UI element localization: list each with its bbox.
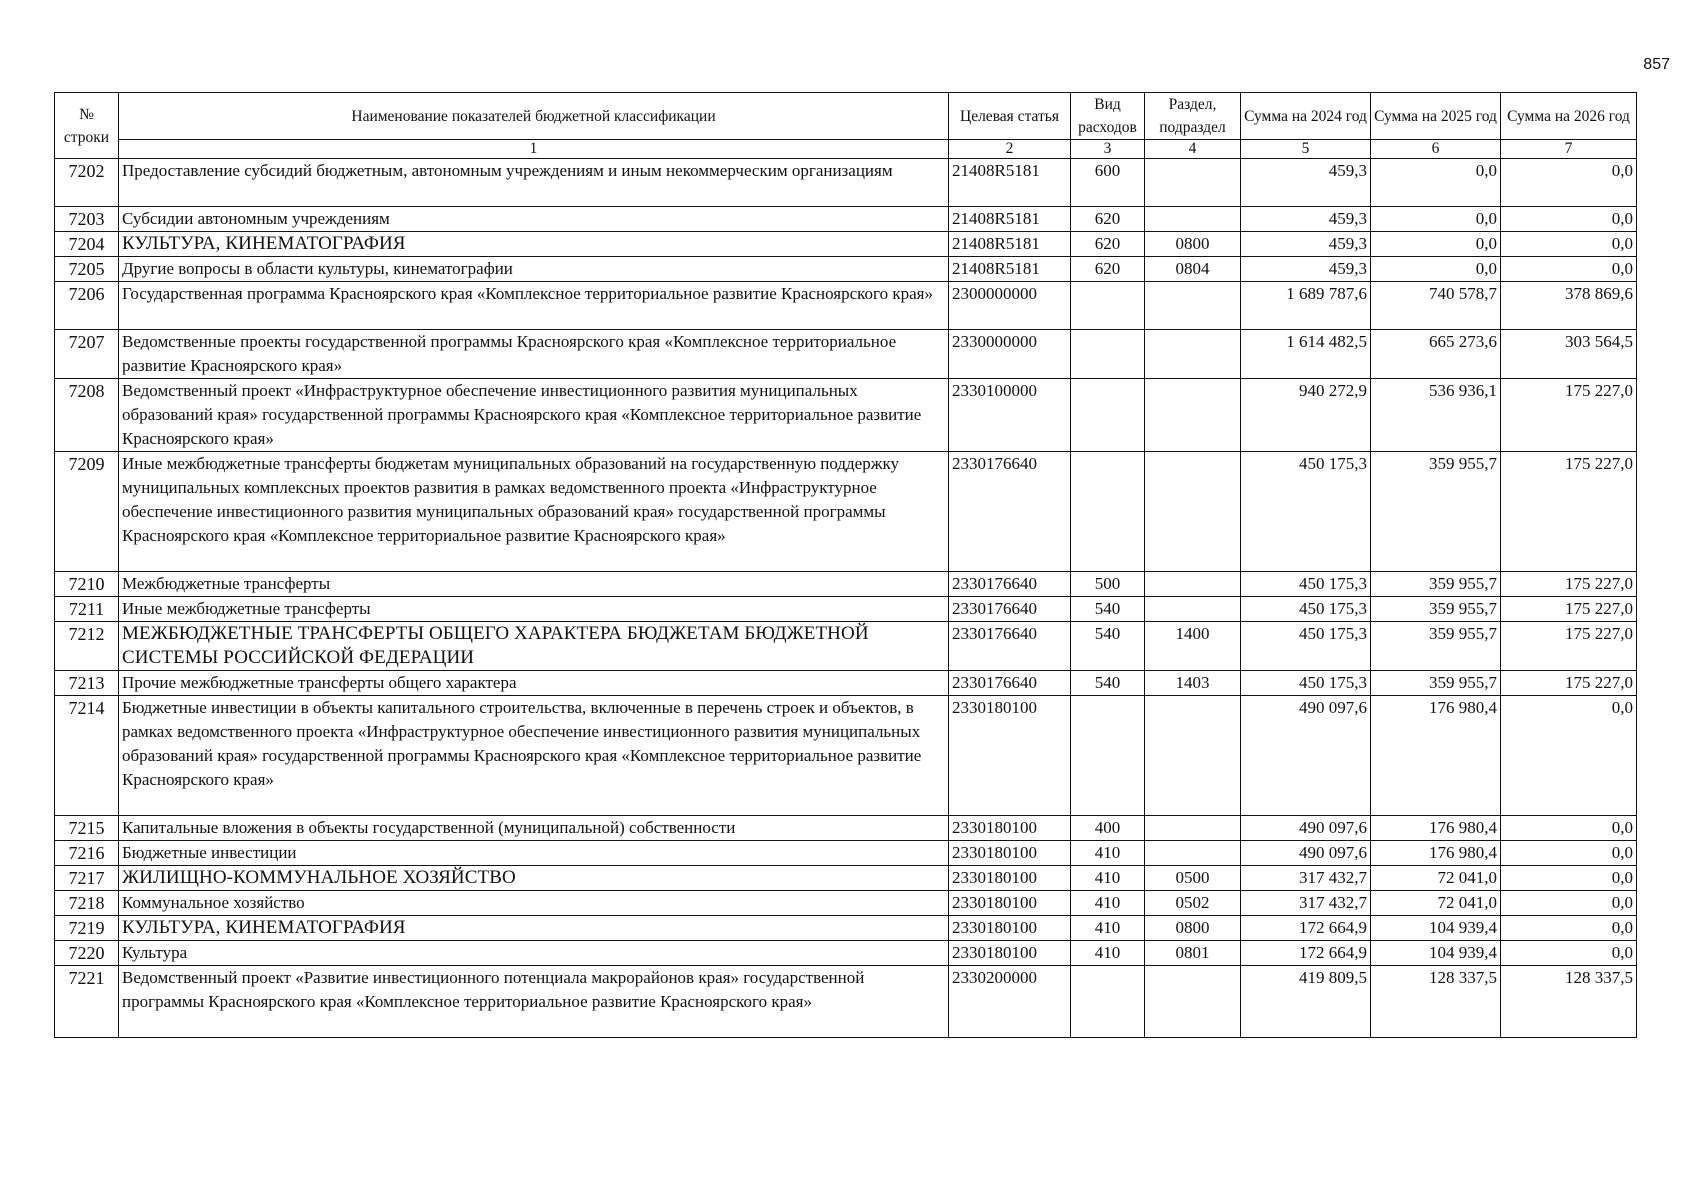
table-row — [55, 379, 1637, 452]
row-section: 0801 — [1145, 941, 1241, 966]
row-name: Иные межбюджетные трансферты — [119, 597, 949, 622]
row-sum-2025: 176 980,4 — [1371, 696, 1501, 816]
row-number: 7205 — [55, 257, 119, 282]
row-sum-2025: 359 955,7 — [1371, 452, 1501, 572]
row-name: КУЛЬТУРА, КИНЕМАТОГРАФИЯ — [119, 232, 949, 257]
col-number-6: 6 — [1371, 140, 1501, 159]
row-name: Капитальные вложения в объекты государственной (муниципальной) собственности — [119, 816, 949, 841]
row-sum-2024: 317 432,7 — [1241, 866, 1371, 891]
row-name: МЕЖБЮДЖЕТНЫЕ ТРАНСФЕРТЫ ОБЩЕГО ХАРАКТЕРА БЮДЖЕТАМ БЮДЖЕТНОЙ СИСТЕМЫ РОССИЙСКОЙ ФЕДЕРАЦИИ — [119, 622, 949, 671]
row-number: 7219 — [55, 916, 119, 941]
row-number: 7210 — [55, 572, 119, 597]
table-row — [55, 207, 1637, 232]
header-vid: Вид расходов — [1071, 93, 1145, 140]
row-sum-2024: 459,3 — [1241, 232, 1371, 257]
row-section — [1145, 841, 1241, 866]
row-sum-2025: 104 939,4 — [1371, 916, 1501, 941]
row-name: Предоставление субсидий бюджетным, автономным учреждениям и иным некоммерческим организациям — [119, 159, 949, 207]
row-sum-2024: 450 175,3 — [1241, 572, 1371, 597]
row-section: 0502 — [1145, 891, 1241, 916]
row-section — [1145, 816, 1241, 841]
row-sum-2026: 0,0 — [1501, 891, 1637, 916]
table-row — [55, 257, 1637, 282]
row-name: Другие вопросы в области культуры, кинематографии — [119, 257, 949, 282]
row-sum-2024: 490 097,6 — [1241, 696, 1371, 816]
header-razdel: Раздел, подраздел — [1145, 93, 1241, 140]
row-sum-2024: 450 175,3 — [1241, 622, 1371, 671]
row-name: Ведомственные проекты государственной программы Красноярского края «Комплексное территориальное развитие Красноярского края» — [119, 330, 949, 379]
row-target-code: 2330180100 — [949, 891, 1071, 916]
table-row — [55, 671, 1637, 696]
row-sum-2024: 490 097,6 — [1241, 841, 1371, 866]
row-section: 1403 — [1145, 671, 1241, 696]
row-sum-2026: 0,0 — [1501, 841, 1637, 866]
row-sum-2026: 175 227,0 — [1501, 379, 1637, 452]
row-sum-2025: 359 955,7 — [1371, 671, 1501, 696]
row-section — [1145, 207, 1241, 232]
row-expense-type — [1071, 379, 1145, 452]
row-target-code: 21408R5181 — [949, 207, 1071, 232]
row-sum-2026: 0,0 — [1501, 207, 1637, 232]
row-name: Ведомственный проект «Развитие инвестиционного потенциала макрорайонов края» государственной программы Красноярского края «Комплексное территориальное развитие Красноярского края» — [119, 966, 949, 1038]
row-number: 7218 — [55, 891, 119, 916]
row-target-code: 2330180100 — [949, 696, 1071, 816]
row-target-code: 2300000000 — [949, 282, 1071, 330]
row-sum-2026: 0,0 — [1501, 159, 1637, 207]
row-sum-2024: 459,3 — [1241, 159, 1371, 207]
table-row — [55, 282, 1637, 330]
row-number: 7217 — [55, 866, 119, 891]
row-sum-2026: 175 227,0 — [1501, 597, 1637, 622]
row-target-code: 2330176640 — [949, 622, 1071, 671]
row-sum-2026: 0,0 — [1501, 257, 1637, 282]
row-section — [1145, 379, 1241, 452]
table-row — [55, 572, 1637, 597]
row-name: Коммунальное хозяйство — [119, 891, 949, 916]
row-expense-type: 620 — [1071, 232, 1145, 257]
row-sum-2024: 172 664,9 — [1241, 916, 1371, 941]
row-sum-2026: 0,0 — [1501, 941, 1637, 966]
col-number-3: 3 — [1071, 140, 1145, 159]
budget-table — [54, 92, 1637, 1038]
row-number: 7203 — [55, 207, 119, 232]
row-section: 0804 — [1145, 257, 1241, 282]
row-number: 7214 — [55, 696, 119, 816]
header-name: Наименование показателей бюджетной классификации — [119, 93, 949, 140]
row-expense-type — [1071, 330, 1145, 379]
row-sum-2026: 0,0 — [1501, 232, 1637, 257]
row-target-code: 2330000000 — [949, 330, 1071, 379]
row-sum-2025: 665 273,6 — [1371, 330, 1501, 379]
table-row — [55, 966, 1637, 1038]
row-expense-type: 410 — [1071, 916, 1145, 941]
row-name: Межбюджетные трансферты — [119, 572, 949, 597]
row-target-code: 2330180100 — [949, 866, 1071, 891]
page-number: 857 — [1643, 56, 1670, 73]
row-expense-type: 410 — [1071, 891, 1145, 916]
row-section — [1145, 597, 1241, 622]
row-target-code: 21408R5181 — [949, 257, 1071, 282]
table-row — [55, 597, 1637, 622]
row-sum-2026: 303 564,5 — [1501, 330, 1637, 379]
row-expense-type: 600 — [1071, 159, 1145, 207]
row-sum-2026: 175 227,0 — [1501, 572, 1637, 597]
row-section — [1145, 696, 1241, 816]
row-number: 7212 — [55, 622, 119, 671]
row-expense-type — [1071, 452, 1145, 572]
row-sum-2024: 940 272,9 — [1241, 379, 1371, 452]
row-section: 1400 — [1145, 622, 1241, 671]
header-sum-2024: Сумма на 2024 год — [1241, 93, 1371, 140]
header-sum-2025: Сумма на 2025 год — [1371, 93, 1501, 140]
row-target-code: 2330200000 — [949, 966, 1071, 1038]
table-row — [55, 696, 1637, 816]
row-target-code: 2330176640 — [949, 452, 1071, 572]
row-sum-2025: 359 955,7 — [1371, 597, 1501, 622]
row-expense-type: 540 — [1071, 671, 1145, 696]
table-row — [55, 866, 1637, 891]
row-sum-2026: 175 227,0 — [1501, 671, 1637, 696]
row-sum-2026: 128 337,5 — [1501, 966, 1637, 1038]
col-number-7: 7 — [1501, 140, 1637, 159]
row-sum-2026: 175 227,0 — [1501, 452, 1637, 572]
row-section: 0800 — [1145, 916, 1241, 941]
row-name: Культура — [119, 941, 949, 966]
row-expense-type: 410 — [1071, 941, 1145, 966]
row-expense-type — [1071, 966, 1145, 1038]
row-sum-2025: 740 578,7 — [1371, 282, 1501, 330]
row-section — [1145, 572, 1241, 597]
row-expense-type: 400 — [1071, 816, 1145, 841]
row-expense-type: 410 — [1071, 841, 1145, 866]
table-row — [55, 330, 1637, 379]
row-number: 7220 — [55, 941, 119, 966]
row-expense-type: 410 — [1071, 866, 1145, 891]
row-sum-2025: 359 955,7 — [1371, 572, 1501, 597]
row-sum-2024: 1 689 787,6 — [1241, 282, 1371, 330]
table-row — [55, 941, 1637, 966]
row-sum-2025: 72 041,0 — [1371, 866, 1501, 891]
row-expense-type: 500 — [1071, 572, 1145, 597]
table-row — [55, 891, 1637, 916]
row-number: 7213 — [55, 671, 119, 696]
row-sum-2026: 0,0 — [1501, 816, 1637, 841]
row-target-code: 2330176640 — [949, 597, 1071, 622]
row-name: Субсидии автономным учреждениям — [119, 207, 949, 232]
row-number: 7208 — [55, 379, 119, 452]
row-sum-2025: 359 955,7 — [1371, 622, 1501, 671]
table-header-row — [55, 93, 1637, 140]
row-number: 7211 — [55, 597, 119, 622]
row-section: 0800 — [1145, 232, 1241, 257]
budget-sheet — [54, 92, 1637, 1038]
row-number: 7209 — [55, 452, 119, 572]
table-row — [55, 816, 1637, 841]
row-section — [1145, 452, 1241, 572]
header-sum-2026: Сумма на 2026 год — [1501, 93, 1637, 140]
column-number-row — [55, 140, 1637, 159]
row-name: Ведомственный проект «Инфраструктурное обеспечение инвестиционного развития муниципальных образований края» государственной программы Красноярского края «Комплексное территориальное развитие Красноярского края» — [119, 379, 949, 452]
table-row — [55, 916, 1637, 941]
row-section — [1145, 282, 1241, 330]
row-target-code: 2330176640 — [949, 671, 1071, 696]
row-name: ЖИЛИЩНО-КОММУНАЛЬНОЕ ХОЗЯЙСТВО — [119, 866, 949, 891]
row-sum-2026: 0,0 — [1501, 866, 1637, 891]
row-number: 7221 — [55, 966, 119, 1038]
row-sum-2025: 176 980,4 — [1371, 816, 1501, 841]
row-sum-2025: 536 936,1 — [1371, 379, 1501, 452]
row-sum-2026: 0,0 — [1501, 696, 1637, 816]
row-number: 7207 — [55, 330, 119, 379]
row-sum-2025: 72 041,0 — [1371, 891, 1501, 916]
row-sum-2024: 172 664,9 — [1241, 941, 1371, 966]
row-expense-type — [1071, 696, 1145, 816]
row-name: Бюджетные инвестиции в объекты капитального строительства, включенные в перечень строек и объектов, в рамках ведомственного проекта «Инфраструктурное обеспечение инвестиционного развития муниципальных образований края» государственной программы Красноярского края «Комплексное территориальное развитие Красноярского края» — [119, 696, 949, 816]
row-expense-type — [1071, 282, 1145, 330]
row-sum-2024: 317 432,7 — [1241, 891, 1371, 916]
row-target-code: 2330176640 — [949, 572, 1071, 597]
row-sum-2025: 0,0 — [1371, 207, 1501, 232]
row-sum-2024: 490 097,6 — [1241, 816, 1371, 841]
col-number-2: 2 — [949, 140, 1071, 159]
row-sum-2024: 419 809,5 — [1241, 966, 1371, 1038]
row-sum-2025: 0,0 — [1371, 232, 1501, 257]
row-number: 7202 — [55, 159, 119, 207]
header-row-no: № строки — [55, 93, 119, 159]
row-sum-2026: 378 869,6 — [1501, 282, 1637, 330]
row-sum-2024: 1 614 482,5 — [1241, 330, 1371, 379]
row-sum-2025: 128 337,5 — [1371, 966, 1501, 1038]
row-number: 7215 — [55, 816, 119, 841]
row-name: КУЛЬТУРА, КИНЕМАТОГРАФИЯ — [119, 916, 949, 941]
row-target-code: 2330180100 — [949, 841, 1071, 866]
row-expense-type: 540 — [1071, 597, 1145, 622]
row-expense-type: 540 — [1071, 622, 1145, 671]
row-number: 7204 — [55, 232, 119, 257]
row-section — [1145, 330, 1241, 379]
row-section — [1145, 159, 1241, 207]
row-section — [1145, 966, 1241, 1038]
table-row — [55, 232, 1637, 257]
row-section: 0500 — [1145, 866, 1241, 891]
row-sum-2024: 450 175,3 — [1241, 597, 1371, 622]
row-name: Государственная программа Красноярского края «Комплексное территориальное развитие Красноярского края» — [119, 282, 949, 330]
row-target-code: 21408R5181 — [949, 159, 1071, 207]
table-row — [55, 452, 1637, 572]
col-number-4: 4 — [1145, 140, 1241, 159]
table-row — [55, 159, 1637, 207]
row-sum-2025: 104 939,4 — [1371, 941, 1501, 966]
row-sum-2024: 450 175,3 — [1241, 671, 1371, 696]
row-sum-2024: 459,3 — [1241, 207, 1371, 232]
header-code: Целевая статья — [949, 93, 1071, 140]
row-sum-2025: 176 980,4 — [1371, 841, 1501, 866]
row-number: 7216 — [55, 841, 119, 866]
row-sum-2025: 0,0 — [1371, 159, 1501, 207]
row-sum-2024: 450 175,3 — [1241, 452, 1371, 572]
row-sum-2024: 459,3 — [1241, 257, 1371, 282]
row-name: Иные межбюджетные трансферты бюджетам муниципальных образований на государственную поддержку муниципальных комплексных проектов развития в рамках ведомственного проекта «Инфраструктурное обеспечение инвестиционного развития муниципальных образований края» государственной программы Красноярского края «Комплексное территориальное развитие Красноярского края» — [119, 452, 949, 572]
row-target-code: 2330180100 — [949, 916, 1071, 941]
row-expense-type: 620 — [1071, 257, 1145, 282]
row-number: 7206 — [55, 282, 119, 330]
row-sum-2026: 0,0 — [1501, 916, 1637, 941]
row-target-code: 21408R5181 — [949, 232, 1071, 257]
row-target-code: 2330180100 — [949, 816, 1071, 841]
col-number-1: 1 — [119, 140, 949, 159]
row-expense-type: 620 — [1071, 207, 1145, 232]
col-number-5: 5 — [1241, 140, 1371, 159]
row-name: Прочие межбюджетные трансферты общего характера — [119, 671, 949, 696]
table-row — [55, 841, 1637, 866]
table-row — [55, 622, 1637, 671]
row-target-code: 2330180100 — [949, 941, 1071, 966]
row-sum-2026: 175 227,0 — [1501, 622, 1637, 671]
table-body — [55, 159, 1637, 1038]
row-target-code: 2330100000 — [949, 379, 1071, 452]
row-name: Бюджетные инвестиции — [119, 841, 949, 866]
row-sum-2025: 0,0 — [1371, 257, 1501, 282]
